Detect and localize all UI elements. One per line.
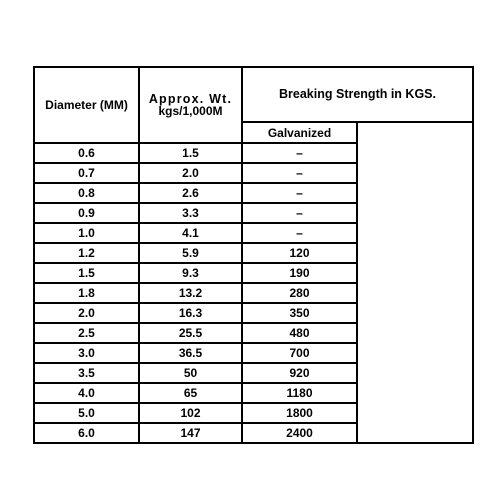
wire-spec-table <box>33 66 474 444</box>
diameter-cell: 0.8 <box>34 183 139 203</box>
diameter-cell: 2.0 <box>34 303 139 323</box>
galvanized-cell: – <box>242 203 357 223</box>
galvanized-cell: 120 <box>242 243 357 263</box>
diameter-cell: 5.0 <box>34 403 139 423</box>
diameter-cell: 0.6 <box>34 143 139 163</box>
weight-cell: 13.2 <box>139 283 242 303</box>
weight-cell: 2.6 <box>139 183 242 203</box>
galvanized-cell: – <box>242 183 357 203</box>
galvanized-cell: 280 <box>242 283 357 303</box>
galvanized-cell: – <box>242 223 357 243</box>
galvanized-header: Galvanized <box>242 122 357 143</box>
diameter-cell: 3.5 <box>34 363 139 383</box>
breaking-strength-header: Breaking Strength in KGS. <box>242 67 473 122</box>
galvanized-cell: – <box>242 163 357 183</box>
diameter-cell: 2.5 <box>34 323 139 343</box>
galvanized-cell: 700 <box>242 343 357 363</box>
weight-cell: 9.3 <box>139 263 242 283</box>
diameter-cell: 1.5 <box>34 263 139 283</box>
diameter-cell: 0.9 <box>34 203 139 223</box>
diameter-cell: 6.0 <box>34 423 139 443</box>
header-row <box>34 67 473 122</box>
weight-header <box>139 67 242 143</box>
diameter-cell: 0.7 <box>34 163 139 183</box>
galvanized-cell: 1180 <box>242 383 357 403</box>
diameter-cell: 1.2 <box>34 243 139 263</box>
weight-cell: 3.3 <box>139 203 242 223</box>
weight-cell: 4.1 <box>139 223 242 243</box>
galvanized-cell: 920 <box>242 363 357 383</box>
diameter-cell: 1.0 <box>34 223 139 243</box>
empty-column <box>357 122 473 443</box>
diameter-cell: 1.8 <box>34 283 139 303</box>
galvanized-cell: – <box>242 143 357 163</box>
galvanized-cell: 350 <box>242 303 357 323</box>
weight-header-line1: Approx. Wt. <box>148 91 233 106</box>
weight-cell: 1.5 <box>139 143 242 163</box>
weight-cell: 16.3 <box>139 303 242 323</box>
weight-cell: 5.9 <box>139 243 242 263</box>
diameter-cell: 3.0 <box>34 343 139 363</box>
weight-cell: 50 <box>139 363 242 383</box>
galvanized-cell: 2400 <box>242 423 357 443</box>
galvanized-cell: 1800 <box>242 403 357 423</box>
weight-cell: 2.0 <box>139 163 242 183</box>
weight-cell: 102 <box>139 403 242 423</box>
weight-header-line2: kgs/1,000M <box>158 104 223 119</box>
galvanized-cell: 190 <box>242 263 357 283</box>
weight-cell: 25.5 <box>139 323 242 343</box>
weight-cell: 65 <box>139 383 242 403</box>
galvanized-cell: 480 <box>242 323 357 343</box>
diameter-header: Diameter (MM) <box>34 67 139 143</box>
diameter-cell: 4.0 <box>34 383 139 403</box>
weight-cell: 147 <box>139 423 242 443</box>
weight-cell: 36.5 <box>139 343 242 363</box>
table-body <box>34 67 473 443</box>
